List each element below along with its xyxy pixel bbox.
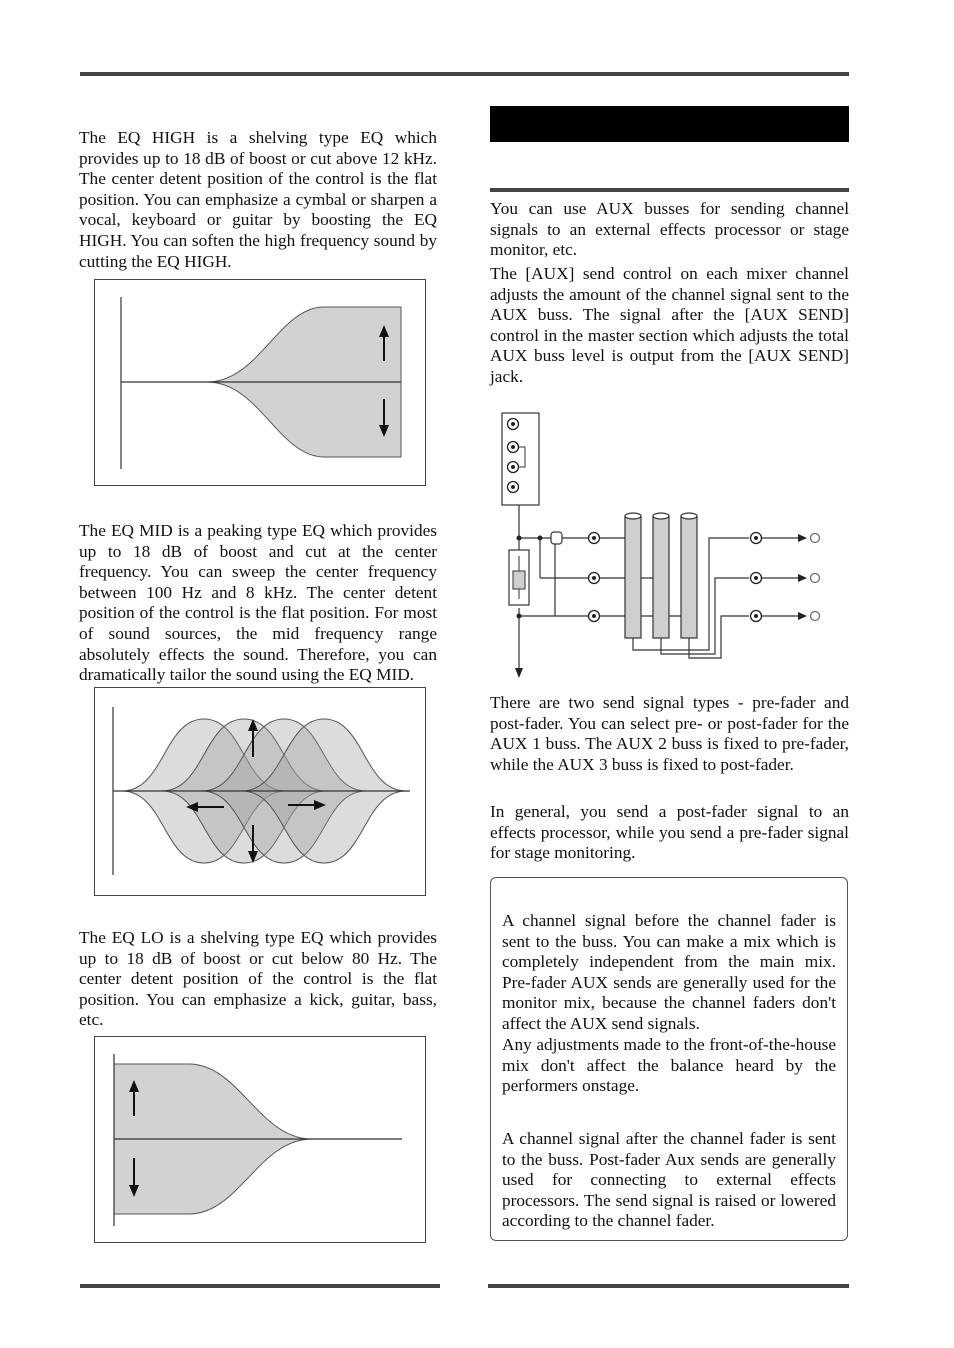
post-fader-paragraph: A channel signal after the channel fader is sent to the buss. Post-fader Aux sends are generally used for connecting to external effects processors. The send signal is raised or lowered according to the channel fader. [502, 1129, 836, 1231]
send-types-paragraph: There are two send signal types - pre-fader and post-fader. You can select pre- or post-fader for the AUX 1 buss. The AUX 2 buss is fixed to pre-fader, while the AUX 3 buss is fixed to post-fader. [490, 693, 849, 774]
aux-control-paragraph: The [AUX] send control on each mixer channel adjusts the amount of the channel signal sent to the AUX buss. The signal after the [AUX SEND] control in the master section which adjusts the total AUX buss level is output from the [AUX SEND] jack. [490, 264, 849, 386]
bottom-rule-left [80, 1284, 440, 1288]
aux-routing-diagram [495, 408, 830, 680]
pre-post-switch [551, 532, 562, 544]
eq-mid-graph [94, 687, 426, 896]
eq-high-graph [94, 279, 426, 486]
eq-lo-paragraph: The EQ LO is a shelving type EQ which provides up to 18 dB of boost or cut below 80 Hz. The center detent position of the control is the flat position. You can emphasize a kick, guitar, bass, etc. [79, 928, 437, 1030]
pre-fader-paragraph: A channel signal before the channel fader is sent to the buss. You can make a mix which is completely independent from the main mix. Pre-fader AUX sends are generally used for the monitor mix, because the channel faders don't affect the AUX send signals. [502, 911, 836, 1033]
aux-send-jack-icon [811, 534, 820, 621]
general-usage-paragraph: In general, you send a post-fader signal to an effects processor, while you send a pre-fader signal for stage monitoring. [490, 802, 849, 863]
top-rule [80, 72, 849, 76]
eq-high-paragraph: The EQ HIGH is a shelving type EQ which provides up to 18 dB of boost or cut above 12 kHz. The center detent position of the control is the flat position. You can emphasize a cymbal or sharpen a vocal, keyboard or guitar by boosting the EQ HIGH. You can soften the high frequency sound by cutting the EQ HIGH. [79, 128, 437, 271]
aux-buss-cylinder [625, 513, 697, 638]
pre-fader-paragraph-2: Any adjustments made to the front-of-the-house mix don't affect the balance heard by the performers onstage. [502, 1035, 836, 1096]
subsection-rule [490, 188, 849, 192]
bottom-rule-right [488, 1284, 849, 1288]
eq-lo-graph [94, 1036, 426, 1243]
section-heading-bar [490, 106, 849, 142]
eq-mid-paragraph: The EQ MID is a peaking type EQ which provides up to 18 dB of boost and cut at the center frequency. You can sweep the center frequency between 100 Hz and 8 kHz. The center detent position of the control is the flat position. For most of sound sources, the mid frequency range absolutely effects the sound. Therefore, you can dramatically tailor the sound using the EQ MID. [79, 521, 437, 685]
pre-post-fader-note-box [490, 877, 848, 1241]
aux-intro-paragraph: You can use AUX busses for sending channel signals to an external effects processor or stage monitor, etc. [490, 199, 849, 260]
